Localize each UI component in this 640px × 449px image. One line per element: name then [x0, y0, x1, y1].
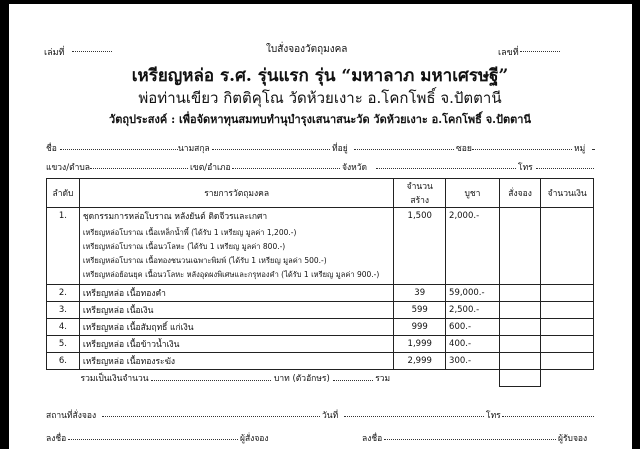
address-label: ที่อยู่ — [332, 144, 348, 154]
total-cell — [47, 370, 500, 387]
receiver-signature-field[interactable] — [384, 439, 556, 440]
moo-field[interactable] — [592, 149, 594, 150]
table-total-row — [47, 370, 594, 387]
address-field[interactable] — [354, 149, 454, 150]
sub-item: เหรียญหล่อโบราณ เนื้อเหล็กน้ำพี้ (ได้รับ 1 เหรียญ มูลค่า 1,200.-) — [82, 228, 297, 237]
table-row — [47, 353, 594, 370]
total-amount-blank — [541, 370, 594, 387]
footer-line-2 — [46, 431, 594, 442]
row-price: 59,000.- — [446, 285, 500, 302]
row-quantity-empty — [394, 224, 446, 285]
orderer-label: ผู้สั่งจอง — [240, 434, 269, 444]
row-quantity: 999 — [394, 319, 446, 336]
col-header-quantity: จำนวนสร้าง — [394, 179, 446, 208]
soi-label: ซอย — [456, 144, 472, 154]
province-field[interactable] — [376, 168, 516, 169]
name-label: ชื่อ — [46, 144, 57, 154]
row-index: 2. — [47, 285, 80, 302]
subdistrict-field[interactable] — [90, 168, 188, 169]
district-field[interactable] — [232, 168, 340, 169]
row-price: 600.- — [446, 319, 500, 336]
purpose-text: วัตถุประสงค์ : เพื่อจัดหาทุนสมทบทำนุบำรุงเสนาสนะวัด วัดห้วยเงาะ อ.โคกโพธิ์ จ.ปัตตานี — [109, 113, 531, 126]
row-amount-cell[interactable] — [541, 353, 594, 370]
row-price: 300.- — [446, 353, 500, 370]
address-line-2 — [46, 160, 594, 171]
row-price: 400.- — [446, 336, 500, 353]
row-order-cell[interactable] — [499, 208, 541, 225]
surname-label: นามสกุล — [178, 144, 210, 154]
row-quantity: 1,999 — [394, 336, 446, 353]
top-border — [0, 0, 640, 4]
row-item: เหรียญหล่อ เนื้อสัมฤทธิ์ แก่เงิน — [79, 319, 394, 336]
soi-field[interactable] — [472, 149, 572, 150]
district-label: เขต/อำเภอ — [190, 163, 231, 173]
row-amount-cell[interactable] — [541, 302, 594, 319]
receiver-label: ผู้รับจอง — [558, 434, 588, 444]
subdistrict-label: แขวง/ตำบล — [46, 163, 90, 173]
table-header-row — [47, 179, 594, 208]
place-label: สถานที่สั่งจอง — [46, 411, 97, 421]
page-title: เหรียญหล่อ ร.ศ. รุ่นแรก รุ่น “มหาลาภ มหาเศรษฐี” — [131, 66, 509, 86]
total-label: รวมเป็นเงินจำนวน — [80, 374, 149, 385]
order-table — [46, 178, 594, 387]
baht-label: บาท (ตัวอักษร) — [273, 374, 330, 385]
sum-label: รวม — [375, 374, 391, 385]
row-quantity: 2,999 — [394, 353, 446, 370]
row-sub-items — [79, 224, 394, 285]
serial-number-line — [520, 51, 560, 52]
row-price: 2,500.- — [446, 302, 500, 319]
col-header-item: รายการวัตถุมงคล — [79, 179, 394, 208]
surname-field[interactable] — [212, 149, 330, 150]
date-field[interactable] — [344, 416, 484, 417]
row-quantity: 599 — [394, 302, 446, 319]
table-row — [47, 285, 594, 302]
sub-item: เหรียญหล่อย้อนยุค เนื้อนวโลหะ หลังอุดผงพิเศษและกรุทองคำ (ได้รับ 1 เหรียญ มูลค่า 900.-) — [82, 270, 380, 279]
row-item: เหรียญหล่อ เนื้อทองคำ — [79, 285, 394, 302]
col-header-index: ลำดับ — [47, 179, 80, 208]
footer-line-1 — [46, 408, 594, 419]
book-number-label: เล่มที่ — [44, 48, 65, 58]
row-quantity: 1,500 — [394, 208, 446, 225]
footer-phone-label: โทร — [486, 411, 501, 421]
row-order-cell[interactable] — [499, 319, 541, 336]
row-amount-cell[interactable] — [541, 208, 594, 225]
row-price-empty — [446, 224, 500, 285]
sub-item: เหรียญหล่อโบราณ เนื้อนวโลหะ (ได้รับ 1 เหรียญ มูลค่า 800.-) — [82, 242, 286, 251]
serial-number-label: เลขที่ — [498, 48, 519, 58]
table-row — [47, 319, 594, 336]
name-field[interactable] — [60, 149, 178, 150]
row-amount-cell[interactable] — [541, 285, 594, 302]
moo-label: หมู่ — [574, 144, 586, 154]
phone-field[interactable] — [536, 168, 594, 169]
row-index: 4. — [47, 319, 80, 336]
row-item: เหรียญหล่อ เนื้อเงิน — [79, 302, 394, 319]
phone-label: โทร — [518, 163, 533, 173]
row-order-cell[interactable] — [499, 353, 541, 370]
total-words-line[interactable] — [151, 380, 271, 381]
row-order-empty — [499, 224, 541, 285]
baht-words-line[interactable] — [333, 380, 373, 381]
province-label: จังหวัด — [342, 163, 368, 173]
row-index-empty — [47, 224, 80, 285]
page-subtitle: พ่อท่านเขียว กิตติคุโณ วัดห้วยเงาะ อ.โคกโพธิ์ จ.ปัตตานี — [138, 89, 502, 107]
row-quantity: 39 — [394, 285, 446, 302]
address-line-1 — [46, 141, 594, 152]
row-amount-empty — [541, 224, 594, 285]
book-number-line — [72, 51, 112, 52]
col-header-amount: จำนวนเงิน — [541, 179, 594, 208]
footer-phone-field[interactable] — [502, 416, 594, 417]
row-order-cell[interactable] — [499, 336, 541, 353]
row-price: 2,000.- — [446, 208, 500, 225]
row-order-cell[interactable] — [499, 285, 541, 302]
table-row — [47, 208, 594, 225]
table-row — [47, 302, 594, 319]
place-field[interactable] — [102, 416, 320, 417]
row-amount-cell[interactable] — [541, 319, 594, 336]
sub-item: เหรียญหล่อโบราณ เนื้อทองชนวนเฉพาะพิมพ์ (ได้รับ 1 เหรียญ มูลค่า 500.-) — [82, 256, 327, 265]
row-index: 5. — [47, 336, 80, 353]
form-title: ใบสั่งจองวัตถุมงคล — [266, 44, 348, 55]
row-index: 1. — [47, 208, 80, 225]
table-row — [47, 336, 594, 353]
signature-label-orderer: ลงชื่อ — [46, 434, 67, 444]
row-item: เหรียญหล่อ เนื้อข้าวน้ำเงิน — [79, 336, 394, 353]
row-index: 3. — [47, 302, 80, 319]
orderer-signature-field[interactable] — [68, 439, 238, 440]
col-header-price: บูชา — [446, 179, 500, 208]
total-order-cell[interactable] — [499, 370, 541, 387]
row-order-cell[interactable] — [499, 302, 541, 319]
row-item: ชุดกรรมการหล่อโบราณ หลังยันต์ ติดจีวรและเกศา — [79, 208, 394, 225]
row-index: 6. — [47, 353, 80, 370]
signature-label-receiver: ลงชื่อ — [362, 434, 383, 444]
row-amount-cell[interactable] — [541, 336, 594, 353]
date-label: วันที่ — [322, 411, 339, 421]
table-row-sub — [47, 224, 594, 285]
col-header-order: สั่งจอง — [499, 179, 541, 208]
row-item: เหรียญหล่อ เนื้อทองระฆัง — [79, 353, 394, 370]
